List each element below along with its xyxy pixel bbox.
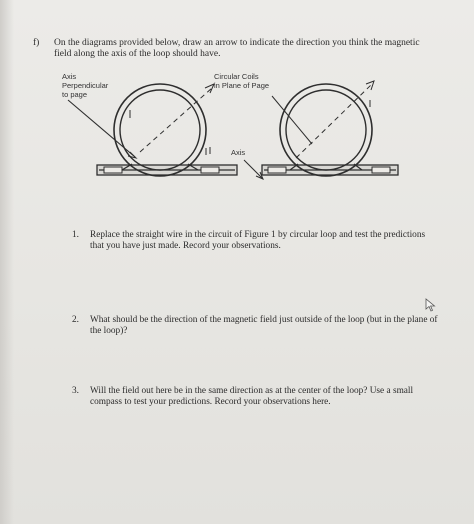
- right-rail-block-b: [372, 167, 390, 173]
- label-circular-coils: Circular Coils in Plane of Page: [214, 72, 270, 90]
- question-1-text: Replace the straight wire in the circuit of Figure 1 by circular loop and test the predictions that you have just made. Record your observations.: [90, 230, 426, 251]
- question-3-text: Will the field out here be in the same direction as at the center of the loop? Use a small compass to test your predictions. Record your observations here.: [90, 386, 414, 407]
- label-axis: Axis: [231, 148, 246, 157]
- right-axis-line: [244, 160, 262, 178]
- left-rail-block-a: [104, 167, 122, 173]
- right-rail-block-a: [268, 167, 286, 173]
- question-3-number: 3.: [72, 386, 79, 396]
- left-dashed-arrow: [205, 84, 214, 93]
- label-axis-perpendicular: Axis Perpendicular to page: [62, 72, 109, 99]
- left-dashed-line: [140, 88, 212, 152]
- question-1-number: 1.: [72, 230, 79, 240]
- question-2-text: What should be the direction of the magnetic field just outside of the loop (but in the plane of the loop)?: [90, 315, 438, 336]
- magnetic-loop-diagrams: [0, 60, 474, 210]
- right-coil: [206, 81, 398, 179]
- right-loop-outer: [280, 84, 372, 176]
- left-perpendicular-axis: [68, 100, 135, 157]
- question-2-number: 2.: [72, 315, 79, 325]
- section-label: f): [33, 38, 40, 48]
- left-loop-inner: [120, 90, 200, 170]
- right-coil-pointer: [272, 96, 312, 144]
- pointer-cursor-icon: [425, 298, 437, 312]
- left-rail-block-b: [201, 167, 219, 173]
- section-instruction: On the diagrams provided below, draw an arrow to indicate the direction you think the magnetic field along the axis of the loop should have.: [54, 38, 420, 59]
- left-loop-outer: [114, 84, 206, 176]
- right-loop-inner: [286, 90, 366, 170]
